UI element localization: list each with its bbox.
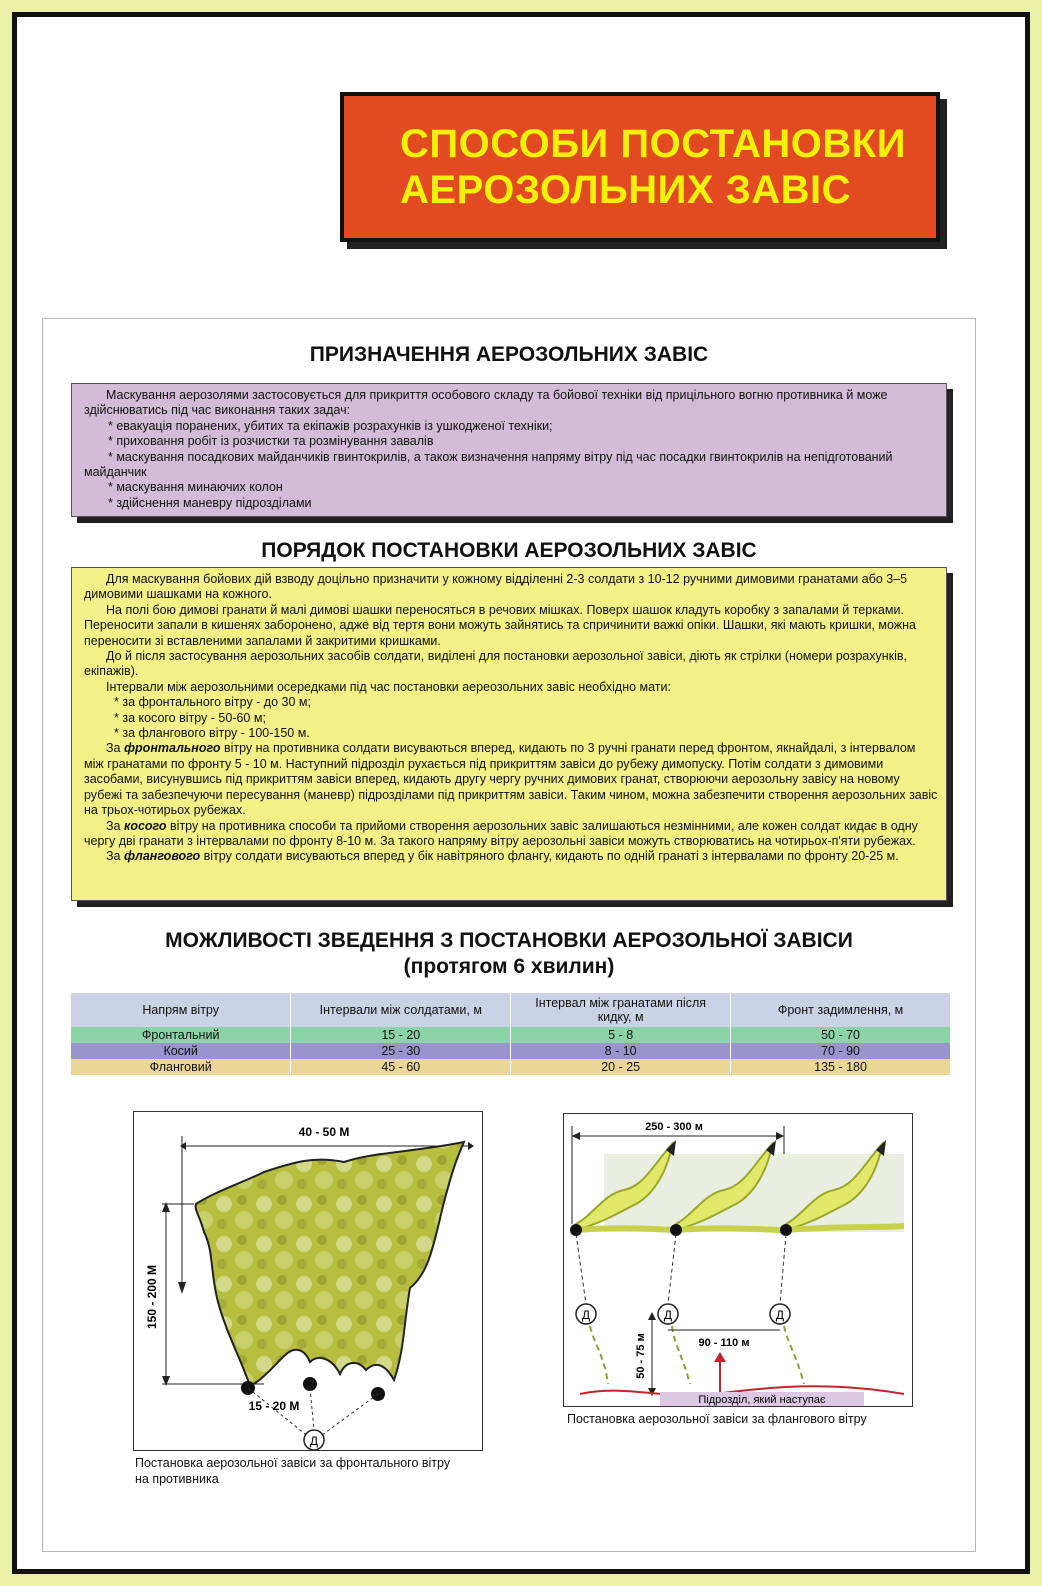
- interval-item: * за косого вітру - 50-60 м;: [114, 710, 266, 725]
- order-heading: ПОРЯДОК ПОСТАНОВКИ АЕРОЗОЛЬНИХ ЗАВІС: [261, 539, 757, 562]
- frontal-width-label: 40 - 50 М: [298, 1125, 350, 1139]
- table-cell: 20 - 25: [511, 1059, 731, 1075]
- purpose-item: * маскування минаючих колон: [108, 480, 283, 495]
- table-cell: Косий: [71, 1043, 291, 1059]
- diagram-frontal-caption: [135, 1455, 450, 1487]
- diagram-flank-caption: Постановка аерозольної завіси за флангового вітру: [567, 1412, 867, 1426]
- diagram-frontal-svg: [134, 1112, 482, 1450]
- purpose-item: * маскування посадкових майданчиків гвинтокрилів, а також визначення напряму вітру під час посадки гвинтокрилів на непідготований майданчик: [84, 449, 893, 480]
- flank-unit-label: Підрозділ, який наступає: [698, 1394, 826, 1406]
- order-paragraph-flank: [84, 849, 938, 864]
- caption-line: на противника: [135, 1472, 219, 1486]
- frontal-interval-label: 15 - 20 М: [248, 1399, 300, 1413]
- text-part: вітру на противника способи та прийоми створення аерозольних завіс залишаються незмінними, але кожен солдат кидає в одну чергу дві гранати з інтервалами по фронту 8-10 м. За такого напряму вітру аерозольні завіси можуть створюватись на чотирьох-п'яти рубежах.: [84, 818, 918, 848]
- purpose-item: * приховання робіт із розчистки та розмінування завалів: [108, 434, 434, 449]
- flank-node-label: Д: [663, 1308, 673, 1322]
- column-header: Напрям вітру: [71, 993, 291, 1027]
- title-banner: [340, 92, 940, 242]
- table-row: [71, 1027, 951, 1043]
- flank-node-label: Д: [775, 1308, 785, 1322]
- table-cell: 15 - 20: [291, 1027, 511, 1043]
- title-line-1: СПОСОБИ ПОСТАНОВКИ: [400, 122, 906, 166]
- table-cell: 70 - 90: [731, 1043, 951, 1059]
- flank-depth-label: 50 - 75 м: [635, 1333, 647, 1379]
- table-cell: Фланговий: [71, 1059, 291, 1075]
- table-cell: 25 - 30: [291, 1043, 511, 1059]
- caption-line: Постановка аерозольної завіси за фронтального вітру: [135, 1456, 451, 1470]
- purpose-item: * здійснення маневру підрозділами: [108, 495, 312, 510]
- order-paragraph-oblique: [84, 819, 938, 850]
- diagram-flank: [563, 1113, 913, 1407]
- table-row: [71, 1059, 951, 1075]
- interval-item: * за фронтального вітру - до 30 м;: [114, 695, 311, 710]
- text-part: За: [106, 818, 124, 833]
- flank-interval-label: 90 - 110 м: [698, 1337, 750, 1349]
- text-part: За: [106, 741, 124, 756]
- table-cell: 45 - 60: [291, 1059, 511, 1075]
- text-part: вітру солдати висуваються вперед у бік навітряного флангу, кидають по одній гранаті з інтервалами по фронту 20-25 м.: [200, 849, 899, 864]
- purpose-box: [71, 383, 947, 517]
- smoke-cloud-frontal: [196, 1142, 464, 1386]
- emphasis-flank: флангового: [123, 849, 201, 864]
- emphasis-frontal: фронтального: [123, 741, 221, 756]
- order-paragraph: На полі бою димові гранати й малі димові шашки переносяться в речових мішках. Поверх шашок кладуть коробку з запалами й терками. Переносити запали в кишенях заборонено, адже від тертя вони можуть зайнятись та спричинити важкі опіки. Шашки, які мають кришки, можна переносити зі вставленими запалами й закритими кришками.: [84, 602, 916, 648]
- column-header: Фронт задимлення, м: [731, 993, 951, 1027]
- capabilities-heading: МОЖЛИВОСТІ ЗВЕДЕННЯ З ПОСТАНОВКИ АЕРОЗОЛЬНОЇ ЗАВІСИ: [165, 929, 853, 952]
- table-cell: 135 - 180: [731, 1059, 951, 1075]
- purpose-item: * евакуація поранених, убитих та екіпажів розрахунків із ушкодженої техніки;: [108, 418, 553, 433]
- table-cell: 50 - 70: [731, 1027, 951, 1043]
- column-header: Інтервал між гранатами після кидку, м: [511, 993, 731, 1027]
- frontal-node-label: Д: [309, 1434, 319, 1448]
- interval-item: * за флангового вітру - 100-150 м.: [114, 726, 310, 741]
- capabilities-table: [71, 993, 951, 1075]
- emphasis-oblique: косого: [123, 818, 167, 833]
- purpose-heading: ПРИЗНАЧЕННЯ АЕРОЗОЛЬНИХ ЗАВІС: [309, 343, 709, 366]
- purpose-intro: Маскування аерозолями застосовується для прикриття особового складу та бойової техніки від прицільного вогню противника й може здійснюватись під час виконання таких задач:: [84, 388, 888, 418]
- order-paragraph: Для маскування бойових дій взводу доцільно призначити у кожному відділенні 2-3 солдати з 10-12 ручними димовими гранатами або 3–5 димовими шашками на кожного.: [84, 572, 908, 602]
- table-cell: 5 - 8: [511, 1027, 731, 1043]
- frontal-depth-label: 150 - 200 М: [145, 1264, 159, 1330]
- diagram-flank-svg: [564, 1114, 912, 1406]
- column-header: Інтервали між солдатами, м: [291, 993, 511, 1027]
- diagram-frontal: [133, 1111, 483, 1451]
- capabilities-subheading: (протягом 6 хвилин): [403, 955, 615, 978]
- table-row: [71, 1043, 951, 1059]
- flank-width-label: 250 - 300 м: [645, 1121, 703, 1133]
- text-part: вітру на противника солдати висуваються вперед, кидають по 3 ручні гранати перед фронтом, якнайдалі, з інтервалом між гранатами по фронту 5 - 10 м. Наступний підрозділ рухається під прикриттям завіси до рубежу димопуску. Потім солдати з димовими засобами, висунувшись під прикриттям завіси вперед, кидають другу чергу ручних димових гранат, створюючи аерозольну завісу на новому рубежі та забезпечуючи пересування (маневр) підрозділами під прикриттям завіси. Таким чином, можна забезпечити створення аерозольних завіс на трьох-чотирьох рубежах.: [84, 741, 938, 818]
- content-panel: [42, 318, 976, 1552]
- flank-node-label: Д: [581, 1308, 591, 1322]
- order-paragraph-frontal: [84, 741, 938, 818]
- title-line-2: АЕРОЗОЛЬНИХ ЗАВІС: [400, 168, 852, 212]
- table-header-row: [71, 993, 951, 1027]
- order-paragraph: Інтервали між аерозольними осередками під час постановки аереозольних завіс необхідно мати:: [106, 679, 671, 694]
- table-cell: 8 - 10: [511, 1043, 731, 1059]
- table-cell: Фронтальний: [71, 1027, 291, 1043]
- order-paragraph: До й після застосування аерозольних засобів солдати, виділені для постановки аерозольної завіси, діють як стрілки (номери розрахунків, екіпажів).: [84, 649, 908, 679]
- text-part: За: [106, 849, 124, 864]
- order-box: [71, 567, 947, 901]
